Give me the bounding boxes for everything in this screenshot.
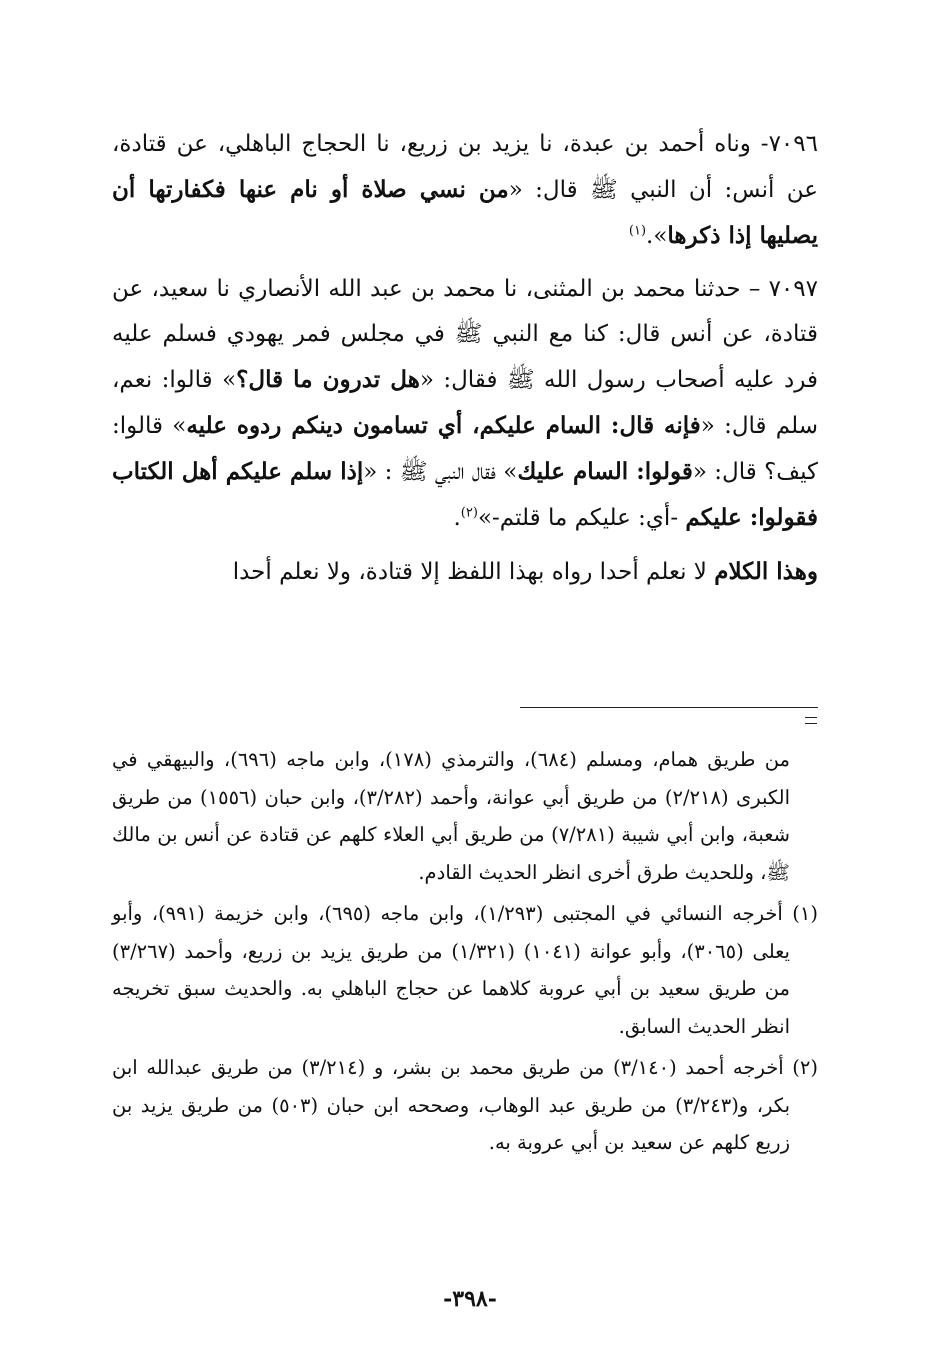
footnote-ref-2[interactable]: (٢) xyxy=(460,505,478,521)
hadith-7096 xyxy=(112,122,818,259)
footnote-continuation-mark xyxy=(805,717,817,724)
hadith-7097-isnad: ٧٠٩٧ – حدثنا محمد بن المثنى، نا محمد بن عبد الله الأنصاري نا سعيد، عن قتادة، عن أنس قال: كنا مع النبي ﷺ في مجلس فمر يهودي فسلم عليه فرد عليه أصحاب رسول الله ﷺ فقال: « xyxy=(112,276,818,393)
hadith-7097-matn-1: هل تدرون ما قال؟ xyxy=(236,366,420,393)
hadith-7096-close: ». xyxy=(646,223,668,249)
footnote-2: (٢) أخرجه أحمد (٣/١٤٠) من طريق محمد بن بشر، و (٣/٢١٤) من طريق عبدالله ابن بكر، و(٣/٢٤٣) من طريق عبد الوهاب، وصححه ابن حبان (٥٠٣) من طريق يزيد بن زريع كلهم عن سعيد بن أبي عروبة به. xyxy=(112,1056,819,1154)
hadith-7097 xyxy=(112,267,818,541)
hadith-7096-isnad: ٧٠٩٦- وناه أحمد بن عبدة، نا يزيد بن زريع، نا الحجاج الباهلي، عن قتادة، عن أنس: أن النبي ﷺ قال: « xyxy=(112,131,818,203)
hadith-7097-matn-3: قولوا: السام عليك xyxy=(517,458,693,485)
hadith-7097-text-5: -أي: عليكم ما قلتم-» xyxy=(477,505,686,531)
hadith-7097-matn-2: فإنه قال: السام عليكم، أي تسامون دينكم ردوه عليه xyxy=(186,412,701,439)
hadith-7096-matn: من نسي صلاة أو نام عنها فكفارتها أن يصليها إذا ذكرها xyxy=(112,176,818,249)
footnote-separator xyxy=(520,707,818,708)
main-text xyxy=(112,122,818,603)
hadith-7097-text-2: » قالوا: نعم، سلم قال: « xyxy=(112,367,818,439)
hadith-7097-text-3: » قالوا: كيف؟ قال: « xyxy=(112,413,818,485)
page-number: -٣٩٨- xyxy=(443,1286,497,1312)
footnote-1: (١) أخرجه النسائي في المجتبى (١/٢٩٣)، وابن ماجه (٦٩٥)، وابن خزيمة (٩٩١)، وأبو يعلى (٣٠٦٥)، وأبو عوانة (١٠٤١) (١/٣٢١) من طريق يزيد بن زريع، وأحمد (٣/٢٦٧) من طريق سعيد بن أبي عروبة كلاهما عن حجاج الباهلي به. والحديث سبق تخريجه انظر الحديث السابق. xyxy=(112,902,818,1038)
footnote-continuation: من طريق همام، ومسلم (٦٨٤)، والترمذي (١٧٨)، وابن ماجه (٦٩٦)، والبيهقي في الكبرى (٢/٢١٨) من طريق أبي عوانة، وأحمد (٣/٢٨٢)، وابن حبان (١٥٥٦) من طريق شعبة، وابن أبي شيبة (٧/٢٨١) من طريق أبي العلاء كلهم عن قتادة عن أنس بن مالك ﷺ، وللحديث طرق أخرى انظر الحديث القادم. xyxy=(112,748,791,884)
footnotes xyxy=(112,741,818,1166)
author-remark-lead: وهذا الكلام xyxy=(714,558,818,585)
author-remark xyxy=(112,549,818,595)
author-remark-text: لا نعلم أحدا رواه بهذا اللفظ إلا قتادة، ولا نعلم أحدا xyxy=(232,559,715,585)
hadith-7097-text-4: » فقال النبي ﷺ : « xyxy=(363,459,518,485)
footnote-ref-1[interactable]: (١) xyxy=(628,223,647,239)
hadith-7097-end: . xyxy=(453,505,461,531)
hadith-7097-matn-4: إذا سلم عليكم أهل الكتاب فقولوا: عليكم xyxy=(112,458,818,531)
